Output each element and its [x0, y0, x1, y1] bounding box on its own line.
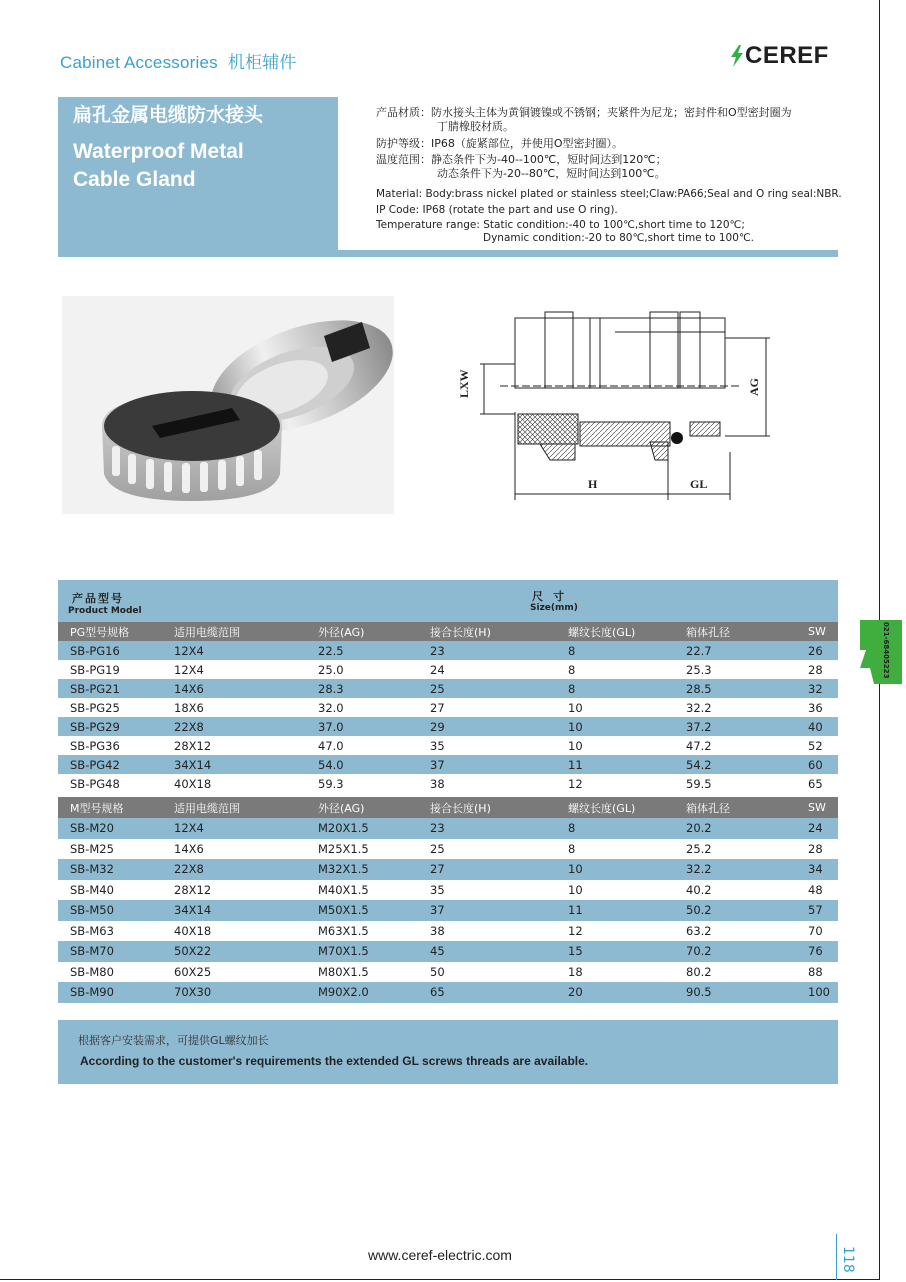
table-cell: M40X1.5 [318, 882, 369, 897]
table-row [58, 880, 838, 901]
table-cell: 20 [568, 985, 583, 1000]
table-cell: 50 [430, 964, 445, 979]
product-photo [62, 296, 394, 514]
table-cell: 12X4 [174, 821, 204, 836]
product-title-zh: 扁孔金属电缆防水接头 [73, 104, 264, 126]
table-cell: 60X25 [174, 964, 212, 979]
table-cell: 32.0 [318, 700, 344, 715]
column-header: 螺纹长度(GL) [568, 625, 636, 639]
label-lxw: LXW [457, 369, 471, 398]
table-cell: M80X1.5 [318, 964, 369, 979]
table-row [58, 698, 838, 717]
table-cell: 14X6 [174, 681, 204, 696]
product-title-en-line2: Cable Gland [73, 168, 196, 191]
size-heading-zh: 尺寸 [532, 590, 574, 603]
column-header: 外径(AG) [318, 625, 365, 639]
table-cell: 24 [430, 662, 445, 677]
table-cell: 54.2 [686, 757, 712, 772]
table-cell: 38 [430, 923, 445, 938]
table-cell: 37.0 [318, 719, 344, 734]
table-row [58, 859, 838, 880]
table-cell: 10 [568, 700, 583, 715]
column-header: SW [808, 801, 826, 814]
table-cell: 10 [568, 738, 583, 753]
spec-zh-material-cont: 丁腈橡胶材质。 [437, 120, 514, 133]
spec-en-material: Material: Body:brass nickel plated or stainless steel;Claw:PA66;Seal and O ring seal:NBR. [376, 188, 842, 200]
table-row [58, 900, 838, 921]
table-cell: 14X6 [174, 841, 204, 856]
table-cell: 54.0 [318, 757, 344, 772]
table-cell: 36 [808, 700, 823, 715]
table-cell: SB-PG21 [70, 681, 120, 696]
table-cell: SB-PG25 [70, 700, 120, 715]
table-cell: 28X12 [174, 738, 212, 753]
table-cell: 12X4 [174, 662, 204, 677]
table-cell: M20X1.5 [318, 821, 369, 836]
table-cell: 18 [568, 964, 583, 979]
column-header: SW [808, 625, 826, 638]
table-cell: 59.5 [686, 776, 712, 791]
category-zh: 机柜辅件 [227, 53, 297, 72]
table-cell: 22.5 [318, 643, 344, 658]
table-cell: 70.2 [686, 944, 712, 959]
model-heading-zh: 产品型号 [72, 592, 124, 605]
label-gl: GL [690, 477, 708, 491]
table-cell: SB-M32 [70, 862, 114, 877]
table-cell: 32 [808, 681, 823, 696]
table-cell: 60 [808, 757, 823, 772]
table-cell: 22X8 [174, 862, 204, 877]
spec-table [58, 580, 838, 1003]
table-cell: 11 [568, 757, 583, 772]
side-tab-phone: 021-68405223 [882, 622, 890, 679]
table-cell: 18X6 [174, 700, 204, 715]
table-row [58, 717, 838, 736]
technical-drawing [440, 302, 800, 507]
pg-table-body [58, 641, 838, 793]
table-cell: M50X1.5 [318, 903, 369, 918]
table-cell: SB-M50 [70, 903, 114, 918]
spec-en-ip: IP Code: IP68 (rotate the part and use O ring). [376, 204, 618, 216]
table-cell: 27 [430, 862, 445, 877]
table-cell: 37 [430, 757, 445, 772]
table-cell: 34X14 [174, 903, 212, 918]
note-en: According to the customer's requirements the extended GL screws threads are available. [80, 1054, 589, 1068]
table-cell: 25 [430, 841, 445, 856]
pg-header-row [58, 622, 838, 641]
table-cell: 40X18 [174, 923, 212, 938]
table-cell: 35 [430, 882, 445, 897]
table-cell: 22.7 [686, 643, 712, 658]
table-row [58, 736, 838, 755]
table-cell: 34 [808, 862, 823, 877]
table-cell: 37.2 [686, 719, 712, 734]
table-cell: 40.2 [686, 882, 712, 897]
table-row [58, 818, 838, 839]
category-en: Cabinet Accessories [60, 53, 218, 72]
table-cell: 10 [568, 862, 583, 877]
table-cell: 12 [568, 923, 583, 938]
table-cell: SB-PG48 [70, 776, 120, 791]
table-cell: 40X18 [174, 776, 212, 791]
spec-zh-material: 产品材质：防水接头主体为黄铜镀镍或不锈钢；夹紧件为尼龙；密封件和O型密封圈为 [376, 106, 792, 119]
table-cell: 50.2 [686, 903, 712, 918]
column-header: 接合长度(H) [430, 625, 491, 639]
table-cell: 8 [568, 821, 576, 836]
table-row [58, 839, 838, 860]
table-cell: 29 [430, 719, 445, 734]
label-ag: AG [747, 378, 761, 396]
table-cell: 50X22 [174, 944, 212, 959]
table-row [58, 921, 838, 942]
table-cell: 28.5 [686, 681, 712, 696]
table-cell: 38 [430, 776, 445, 791]
m-header-row [58, 797, 838, 818]
column-header: 适用电缆范围 [174, 801, 240, 815]
column-header: 外径(AG) [318, 801, 365, 815]
table-cell: SB-PG16 [70, 643, 120, 658]
column-header: 螺纹长度(GL) [568, 801, 636, 815]
table-row [58, 679, 838, 698]
column-header: 接合长度(H) [430, 801, 491, 815]
table-cell: SB-PG29 [70, 719, 120, 734]
table-cell: SB-M20 [70, 821, 114, 836]
table-cell: 25.3 [686, 662, 712, 677]
size-heading-en: Size(mm) [530, 603, 578, 613]
table-cell: 47.0 [318, 738, 344, 753]
table-cell: SB-M80 [70, 964, 114, 979]
table-cell: 26 [808, 643, 823, 658]
column-header: 箱体孔径 [686, 625, 730, 639]
table-cell: SB-M63 [70, 923, 114, 938]
table-cell: M25X1.5 [318, 841, 369, 856]
table-cell: SB-PG36 [70, 738, 120, 753]
table-cell: SB-M40 [70, 882, 114, 897]
table-cell: M32X1.5 [318, 862, 369, 877]
table-title-row [58, 580, 838, 622]
table-cell: 48 [808, 882, 823, 897]
table-row [58, 962, 838, 983]
table-cell: 25.2 [686, 841, 712, 856]
lightning-icon [730, 45, 744, 67]
table-cell: 80.2 [686, 964, 712, 979]
table-cell: 32.2 [686, 862, 712, 877]
page-number: 118 [840, 1246, 856, 1273]
table-cell: SB-PG19 [70, 662, 120, 677]
table-cell: 12X4 [174, 643, 204, 658]
table-cell: 70 [808, 923, 823, 938]
table-cell: 10 [568, 719, 583, 734]
table-cell: 8 [568, 681, 576, 696]
label-h: H [588, 477, 598, 491]
category-heading [60, 48, 297, 73]
footer-website: www.ceref-electric.com [368, 1247, 512, 1263]
table-cell: 35 [430, 738, 445, 753]
model-heading-en: Product Model [68, 606, 142, 616]
column-header: M型号规格 [70, 801, 124, 815]
note-zh: 根据客户安装需求，可提供GL螺纹加长 [78, 1034, 269, 1047]
table-cell: M90X2.0 [318, 985, 369, 1000]
column-header: PG型号规格 [70, 625, 130, 639]
table-cell: 52 [808, 738, 823, 753]
table-cell: 8 [568, 841, 576, 856]
table-cell: 20.2 [686, 821, 712, 836]
table-cell: 8 [568, 662, 576, 677]
table-cell: 23 [430, 821, 445, 836]
table-cell: 47.2 [686, 738, 712, 753]
table-cell: 12 [568, 776, 583, 791]
table-cell: SB-M90 [70, 985, 114, 1000]
table-cell: 59.3 [318, 776, 344, 791]
table-cell: 28 [808, 841, 823, 856]
page-number-rule [836, 1234, 837, 1280]
table-cell: M63X1.5 [318, 923, 369, 938]
table-cell: 40 [808, 719, 823, 734]
table-cell: 24 [808, 821, 823, 836]
table-cell: 90.5 [686, 985, 712, 1000]
table-cell: 28X12 [174, 882, 212, 897]
table-row [58, 755, 838, 774]
table-cell: 22X8 [174, 719, 204, 734]
table-cell: 25.0 [318, 662, 344, 677]
brand-logo [730, 42, 829, 70]
table-cell: SB-M25 [70, 841, 114, 856]
table-row [58, 941, 838, 962]
table-cell: 11 [568, 903, 583, 918]
table-cell: 65 [430, 985, 445, 1000]
spec-zh-temp-cont: 动态条件下为-20--80℃，短时间达到100℃。 [437, 167, 666, 180]
table-cell: 23 [430, 643, 445, 658]
table-cell: 37 [430, 903, 445, 918]
table-cell: M70X1.5 [318, 944, 369, 959]
table-cell: 45 [430, 944, 445, 959]
table-cell: 70X30 [174, 985, 212, 1000]
table-cell: SB-PG42 [70, 757, 120, 772]
table-cell: 25 [430, 681, 445, 696]
table-cell: 100 [808, 985, 830, 1000]
table-cell: 15 [568, 944, 583, 959]
product-title-en-line1: Waterproof Metal [73, 140, 244, 163]
spec-zh-temp: 温度范围：静态条件下为-40--100℃，短时间达到120℃； [376, 153, 667, 166]
side-tab [860, 620, 902, 684]
table-cell: 27 [430, 700, 445, 715]
column-header: 箱体孔径 [686, 801, 730, 815]
table-cell: 34X14 [174, 757, 212, 772]
table-row [58, 660, 838, 679]
spec-en-temp: Temperature range: Static condition:-40 to 100℃,short time to 120℃; [376, 219, 745, 231]
table-row [58, 774, 838, 793]
table-cell: 28 [808, 662, 823, 677]
brand-name: CEREF [745, 42, 829, 69]
m-table-body [58, 818, 838, 1003]
column-header: 适用电缆范围 [174, 625, 240, 639]
table-cell: 76 [808, 944, 823, 959]
spec-zh-ip: 防护等级：IP68（旋紧部位，并使用O型密封圈）。 [376, 137, 624, 150]
table-cell: 28.3 [318, 681, 344, 696]
table-cell: 10 [568, 882, 583, 897]
table-cell: SB-M70 [70, 944, 114, 959]
product-title-en [73, 138, 323, 194]
table-cell: 32.2 [686, 700, 712, 715]
spec-en-temp-cont: Dynamic condition:-20 to 80℃,short time to 100℃. [483, 232, 755, 244]
hero-strip [58, 250, 838, 257]
note-box [58, 1020, 838, 1084]
table-row [58, 641, 838, 660]
table-cell: 63.2 [686, 923, 712, 938]
table-cell: 57 [808, 903, 823, 918]
table-cell: 65 [808, 776, 823, 791]
table-cell: 8 [568, 643, 576, 658]
table-row [58, 982, 838, 1003]
table-cell: 88 [808, 964, 823, 979]
